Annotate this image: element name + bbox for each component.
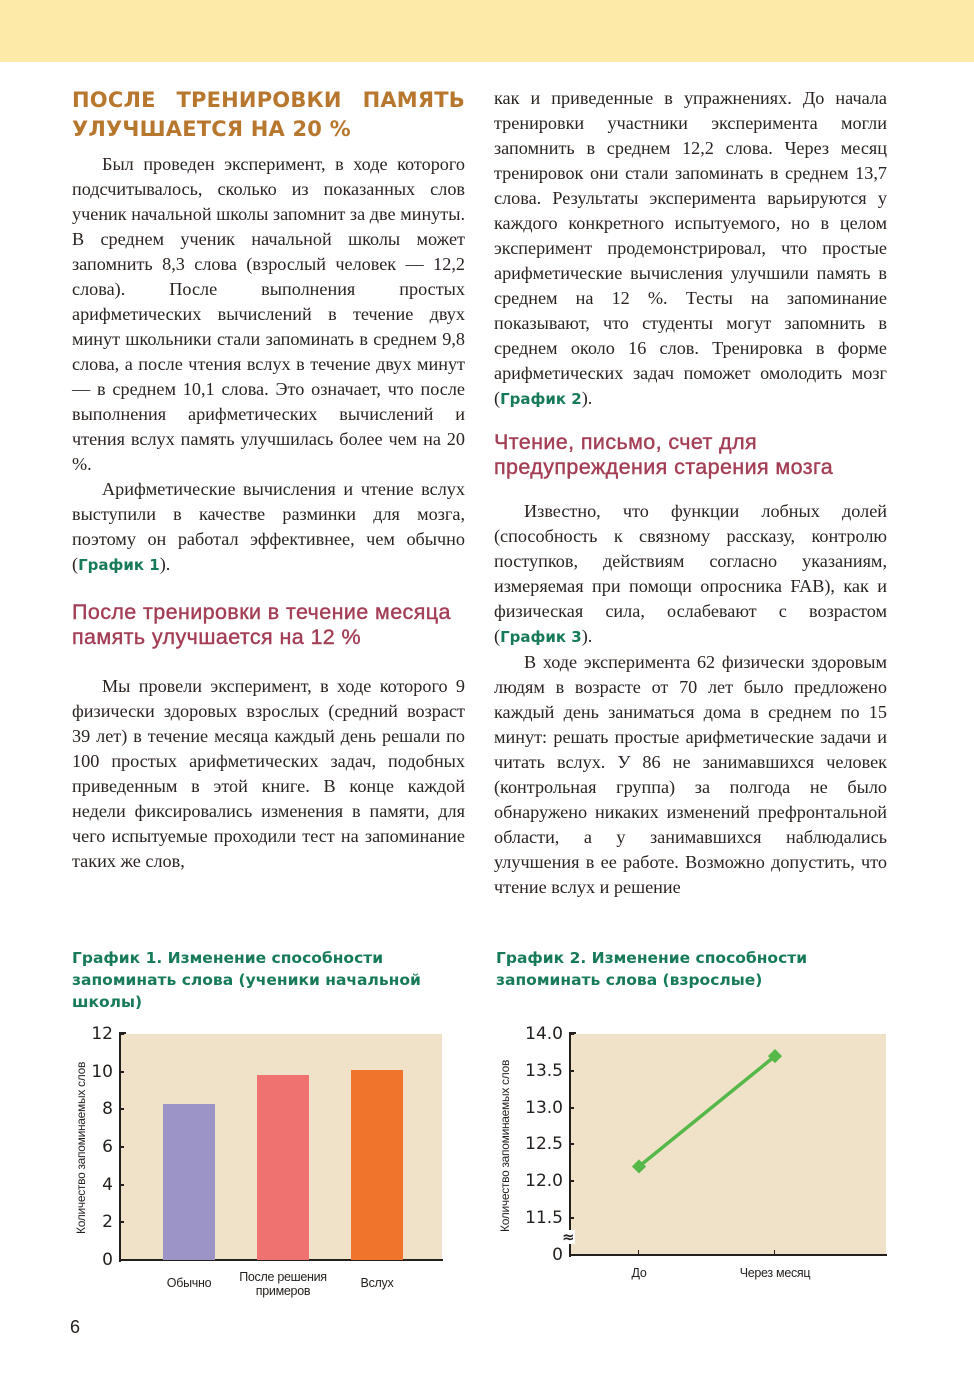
y-axis-title: Количество запоминаемых слов — [498, 1059, 512, 1232]
y-tick-label: 4 — [102, 1174, 113, 1195]
y-axis-title: Количество запоминаемых слов — [74, 1061, 88, 1234]
y-tick-label: 14.0 — [525, 1024, 563, 1044]
y-tick-label: 12.5 — [525, 1134, 563, 1155]
chart-1-title: График 1. Изменение способности запоминать слова (ученики начальной школы) — [72, 949, 421, 1011]
x-category-label: До — [631, 1266, 647, 1280]
axis-break-icon: ≈ — [562, 1228, 575, 1246]
paragraph: как и приведенные в упражнениях. До начала тренировки участники эксперимента могли запомнить в среднем 12,2 слова. Через месяц тренировок они стали запоминать в среднем 13,7 слова. Результаты эксперимента варьируются у каждого конкретного испытуемого, но в целом эксперимент продемонстрировал, что простые арифметические вычисления улучшили память в среднем на 12 %. Тесты на запоминание показывают, что студенты могут запомнить в среднем около 16 слов. Тренировка в форме арифметических задач поможет омолодить мозг (График 2). — [494, 88, 887, 408]
section-subheading-brain-aging: Чтение, письмо, счет для предупреждения старения мозга — [494, 430, 834, 479]
chart-3-reference: График 3 — [500, 628, 582, 646]
chart-2-reference: График 2 — [500, 390, 582, 408]
chart-2-title: График 2. Изменение способности запоминать слова (взрослые) — [496, 949, 808, 989]
paragraph: Известно, что функции лобных долей (способность к связному рассказу, контролю поступков, действиям согласно указаниям, измеряемая при помощи опросника FAB), как и физическая сила, ослабевают с возрастом (График 3). — [494, 501, 887, 646]
section-subheading-12-percent: После тренировки в течение месяца память улучшается на 12 % — [72, 600, 451, 649]
y-tick-label: 12 — [91, 1024, 113, 1044]
y-tick-label: 0 — [552, 1245, 563, 1265]
paragraph: Арифметические вычисления и чтение вслух выступили в качестве разминки для мозга, поэтому он работал эффективнее, чем обычно (График 1). — [72, 479, 465, 574]
x-category-label: Через месяц — [739, 1266, 811, 1280]
x-category-label: После решения примеров — [239, 1270, 327, 1298]
paragraph: Мы провели эксперимент, в ходе которого 9 физически здоровых взрослых (средний возраст 39 лет) в течение месяца каждый день решали по 100 простых арифметических задач, подобных приведенным в этой книге. В конце каждой недели фиксировались изменения в памяти, для чего испытуемые проходили тест на запоминание таких же слов, — [72, 676, 465, 871]
paragraph: Был проведен эксперимент, в ходе которого подсчитывалось, сколько из показанных слов ученик начальной школы запомнит за две минуты. В среднем ученик начальной школы может запомнить 8,3 слова (взрослый человек — 12,2 слова). После выполнения простых арифметических вычислений в течение двух минут школьники стали запоминать в среднем 9,8 слова, а после чтения вслух в течение двух минут — в среднем 10,1 слова. Это означает, что после выполнения арифметических вычислений и чтения вслух память улучшилась более чем на 20 %. — [72, 154, 465, 474]
y-tick-label: 0 — [102, 1250, 113, 1270]
y-tick-label: 6 — [102, 1137, 113, 1157]
y-tick-label: 11.5 — [525, 1208, 563, 1228]
chart-1-reference: График 1 — [78, 556, 160, 574]
y-tick-label: 10 — [91, 1061, 113, 1082]
y-tick-label: 2 — [102, 1212, 113, 1233]
y-tick-label: 13.5 — [525, 1060, 563, 1081]
section-heading-20-percent: ПОСЛЕ ТРЕНИРОВКИ ПАМЯТЬ УЛУЧШАЕТСЯ НА 20 % — [72, 88, 465, 141]
x-category-label: Обычно — [166, 1276, 212, 1290]
y-tick-label: 12.0 — [525, 1171, 563, 1192]
page-number: 6 — [70, 1317, 81, 1337]
x-category-label: Вслух — [360, 1276, 394, 1290]
paragraph: В ходе эксперимента 62 физически здоровым людям в возрасте от 70 лет было предложено каждый день заниматься дома в среднем по 15 минут: решать простые арифметические задачи и читать вслух. У 86 не занимавшихся человек (контрольная группа) за полгода не было обнаружено никаких изменений префронтальной области, а у занимавшихся наблюдались улучшения в ее работе. Возможно допустить, что чтение вслух и решение — [494, 652, 887, 897]
series-line — [639, 1056, 775, 1166]
y-tick-label: 13.0 — [525, 1097, 563, 1118]
y-tick-label: 8 — [102, 1099, 113, 1120]
